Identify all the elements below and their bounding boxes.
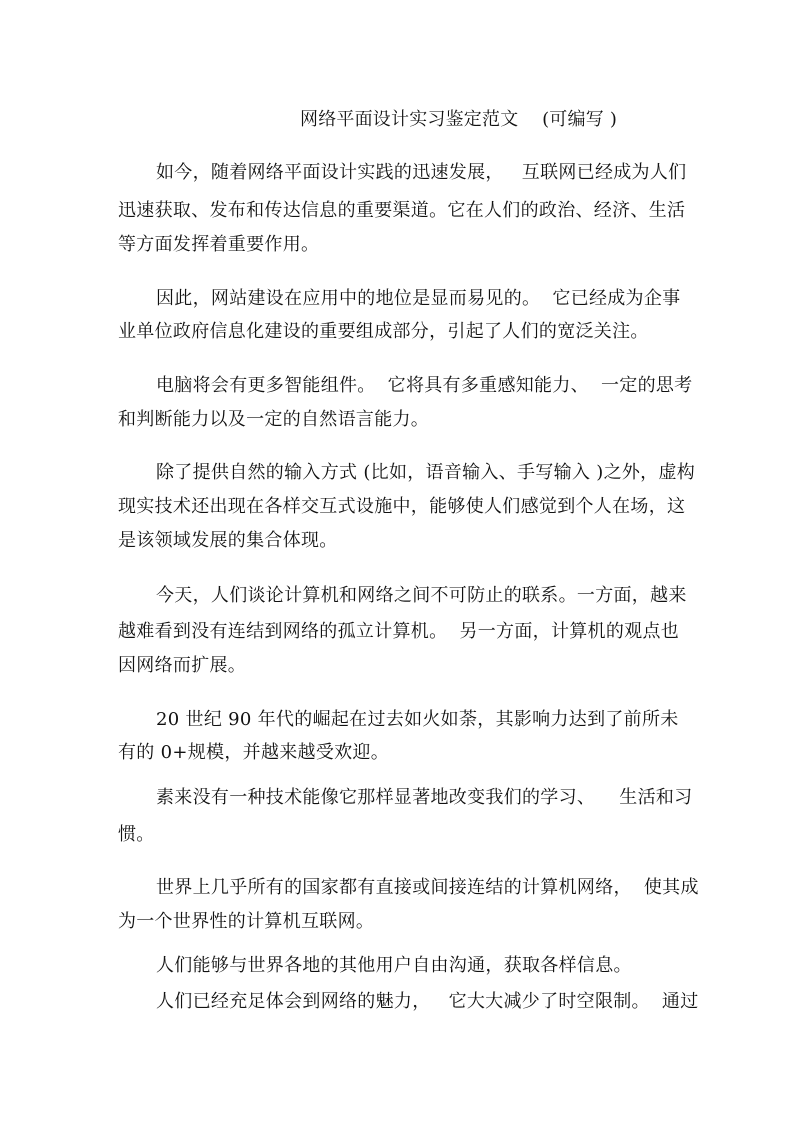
paragraph-line: 迅速获取、发布和传达信息的重要渠道。它在人们的政治、经济、生活 [118, 200, 686, 221]
paragraph-line: 素来没有一种技术能像它那样显著地改变我们的学习、 生活和习 [156, 787, 693, 808]
document-title: 网络平面设计实习鉴定范文 (可编写 ) [300, 109, 618, 130]
paragraph-line: 为一个世界性的计算机互联网。 [118, 911, 375, 932]
paragraph-line: 和判断能力以及一定的自然语言能力。 [118, 409, 430, 430]
paragraph-line: 惯。 [118, 824, 155, 845]
paragraph-line: 人们已经充足体会到网络的魅力， 它大大减少了时空限制。 通过 [156, 991, 699, 1012]
paragraph-line: 业单位政府信息化建设的重要组成部分，引起了人们的宽泛关注。 [118, 321, 649, 342]
paragraph-line: 20 世纪 90 年代的崛起在过去如火如荼，其影响力达到了前所未 [156, 709, 679, 730]
paragraph-line: 如今，随着网络平面设计实践的迅速发展， 互联网已经成为人们 [156, 162, 687, 183]
paragraph-line: 除了提供自然的输入方式 (比如，语音输入、手写输入 )之外，虚构 [156, 462, 696, 483]
paragraph-line: 电脑将会有更多智能组件。 它将具有多重感知能力、 一定的思考 [156, 375, 693, 396]
paragraph-line: 人们能够与世界各地的其他用户自由沟通，获取各样信息。 [156, 955, 632, 976]
paragraph-line: 等方面发挥着重要作用。 [118, 234, 320, 255]
paragraph-line: 因此，网站建设在应用中的地位是显而易见的。 它已经成为企事 [156, 288, 681, 309]
paragraph-line: 世界上几乎所有的国家都有直接或间接连结的计算机网络， 使其成 [156, 877, 699, 898]
paragraph-line: 今天，人们谈论计算机和网络之间不可防止的联系。一方面，越来 [156, 585, 687, 606]
paragraph-line: 是该领域发展的集合体现。 [118, 530, 338, 551]
paragraph-line: 有的 0+规模，并越来越受欢迎。 [118, 742, 390, 763]
paragraph-line: 现实技术还出现在各样交互式设施中，能够使人们感觉到个人在场，这 [118, 496, 686, 517]
paragraph-line: 因网络而扩展。 [118, 655, 247, 676]
paragraph-line: 越难看到没有连结到网络的孤立计算机。 另一方面，计算机的观点也 [118, 621, 680, 642]
